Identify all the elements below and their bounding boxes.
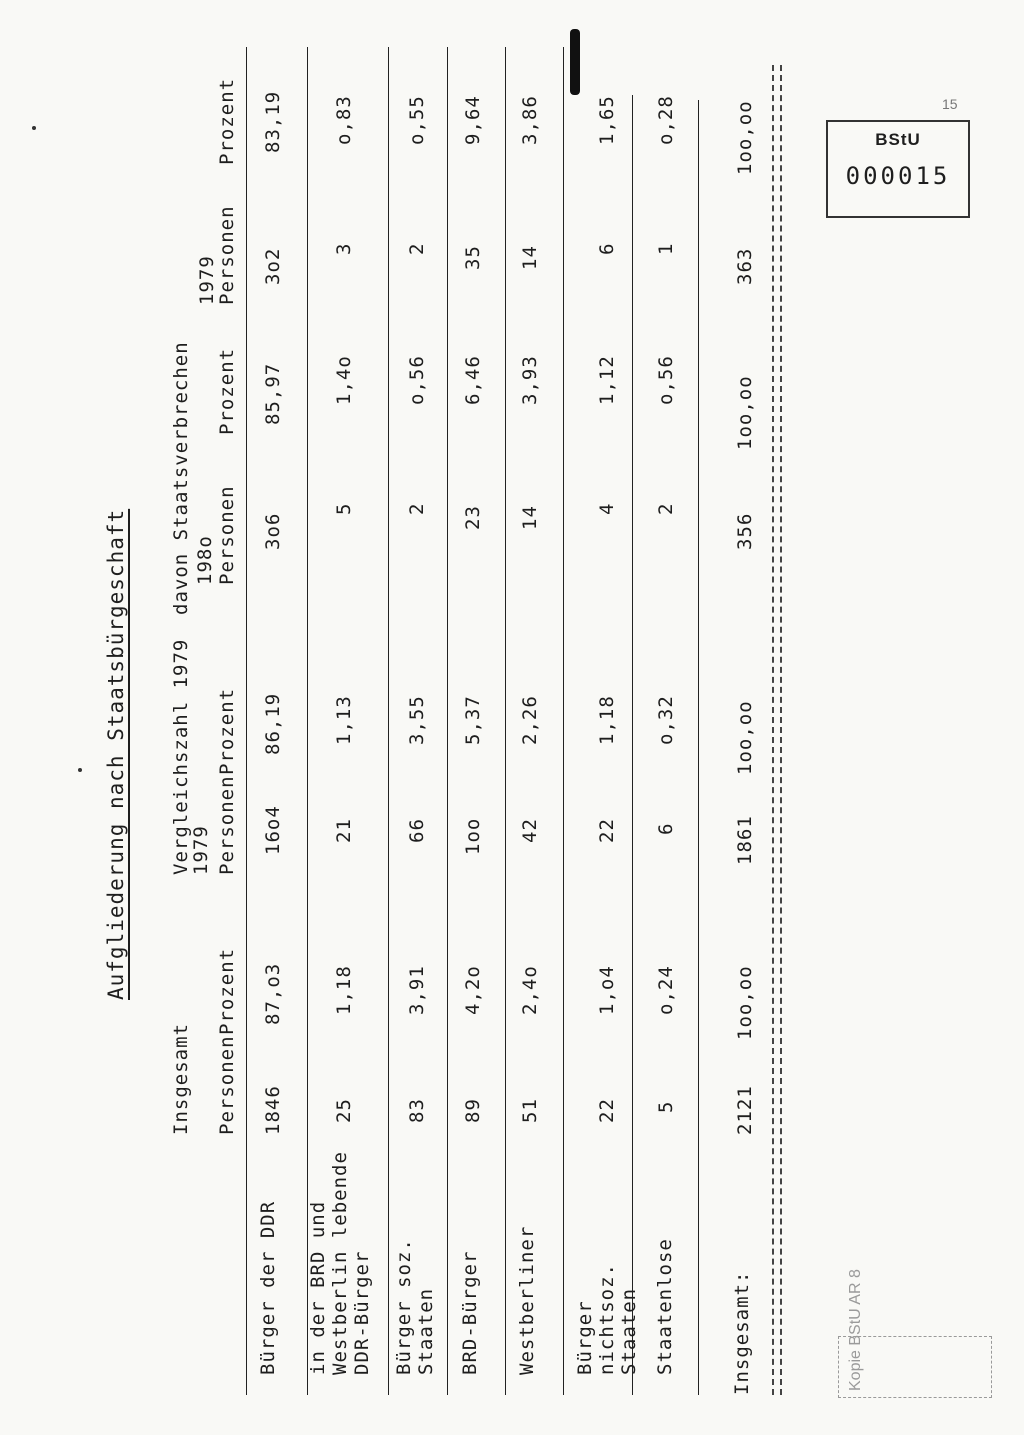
cell: 1,13 bbox=[333, 695, 355, 745]
cell: 89 bbox=[462, 1098, 484, 1123]
copy-stamp-text: Kopie BStU AR 8 bbox=[847, 1269, 864, 1391]
cell: 1846 bbox=[262, 1085, 284, 1135]
row-separator bbox=[447, 47, 448, 1395]
cell: 83 bbox=[406, 1098, 428, 1123]
row-separator bbox=[246, 47, 247, 1395]
total-cell: 1oo,oo bbox=[734, 100, 756, 175]
cell: 85,97 bbox=[262, 362, 284, 425]
cell: 6 bbox=[596, 242, 618, 255]
row-separator bbox=[698, 100, 699, 1395]
row-label-brd-ddr: in der BRD und Westberlin lebende DDR-Bürger bbox=[307, 1151, 373, 1375]
cell: 3o2 bbox=[262, 247, 284, 285]
cell: 21 bbox=[333, 818, 355, 843]
cell: 2 bbox=[655, 502, 677, 515]
header-vergleichszahl: Vergleichszahl 1979 bbox=[170, 638, 192, 875]
col-header-prozent: Prozent bbox=[216, 947, 238, 1035]
cell: 66 bbox=[406, 818, 428, 843]
header-year-1979-davon: 1979 bbox=[196, 255, 218, 305]
cell: 3,55 bbox=[406, 695, 428, 745]
cell: 4,2o bbox=[462, 965, 484, 1015]
row-separator bbox=[563, 47, 564, 1395]
cell: o,24 bbox=[655, 965, 677, 1015]
total-cell: 2121 bbox=[734, 1085, 756, 1135]
page-number: 15 bbox=[942, 96, 958, 112]
cell: 2,26 bbox=[519, 695, 541, 745]
cell: 2 bbox=[406, 502, 428, 515]
cell: o,83 bbox=[333, 95, 355, 145]
col-header-prozent: Prozent bbox=[216, 687, 238, 775]
cell: 51 bbox=[519, 1098, 541, 1123]
cell: 35 bbox=[462, 245, 484, 270]
cell: 1,o4 bbox=[596, 965, 618, 1015]
total-rule-bottom bbox=[780, 65, 782, 1395]
header-insgesamt: Insgesamt bbox=[170, 1023, 192, 1135]
cell: 1,65 bbox=[596, 95, 618, 145]
cell: 16o4 bbox=[262, 805, 284, 855]
document-title: Aufgliederung nach Staatsbürgeschaft bbox=[104, 508, 128, 1000]
row-label-ddr: Bürger der DDR bbox=[257, 1200, 279, 1375]
cell: o,28 bbox=[655, 95, 677, 145]
cell: 1oo bbox=[462, 817, 484, 855]
cell: 83,19 bbox=[262, 90, 284, 153]
cell: 1,12 bbox=[596, 355, 618, 405]
row-label-staatenlose: Staatenlose bbox=[654, 1238, 676, 1375]
total-cell: 1861 bbox=[734, 815, 756, 865]
row-label-brd: BRD-Bürger bbox=[459, 1250, 481, 1375]
stamp-number: 000015 bbox=[845, 162, 951, 190]
row-label-soz: Bürger soz. Staaten bbox=[393, 1238, 437, 1375]
col-header-personen: Personen bbox=[216, 485, 238, 585]
cell: 3 bbox=[333, 242, 355, 255]
row-label-total: Insgesamt: bbox=[731, 1270, 753, 1395]
total-cell: 1oo,oo bbox=[734, 375, 756, 450]
cell: 14 bbox=[519, 505, 541, 530]
row-label-nichtsoz: Bürger nichtsoz. Staaten bbox=[574, 1263, 640, 1375]
cell: 14 bbox=[519, 245, 541, 270]
cell: 25 bbox=[333, 1098, 355, 1123]
header-davon: davon Staatsverbrechen bbox=[170, 341, 192, 615]
cell: 87,o3 bbox=[262, 962, 284, 1025]
cell: 3,86 bbox=[519, 95, 541, 145]
col-header-personen: Personen bbox=[216, 1035, 238, 1135]
cell: 6 bbox=[655, 822, 677, 835]
col-header-personen: Personen bbox=[216, 775, 238, 875]
cell: o,32 bbox=[655, 695, 677, 745]
total-rule-top bbox=[772, 65, 774, 1395]
cell: 2,4o bbox=[519, 965, 541, 1015]
total-cell: 1oo,oo bbox=[734, 965, 756, 1040]
speck bbox=[32, 126, 36, 130]
col-header-personen: Personen bbox=[216, 205, 238, 305]
cell: 22 bbox=[596, 818, 618, 843]
stamp-label: BStU bbox=[875, 130, 921, 149]
cell: 1,18 bbox=[596, 695, 618, 745]
bstu-archive-stamp bbox=[826, 120, 970, 218]
ink-blot bbox=[570, 29, 580, 95]
cell: 5,37 bbox=[462, 695, 484, 745]
copy-stamp bbox=[838, 1269, 992, 1398]
cell: 4 bbox=[596, 502, 618, 515]
row-separator bbox=[388, 47, 389, 1395]
cell: 9,64 bbox=[462, 95, 484, 145]
cell: o,55 bbox=[406, 95, 428, 145]
header-year-1979-ver: 1979 bbox=[190, 825, 212, 875]
cell: 5 bbox=[655, 1100, 677, 1113]
total-cell: 356 bbox=[734, 512, 756, 550]
cell: 3o6 bbox=[262, 512, 284, 550]
total-cell: 1oo,oo bbox=[734, 700, 756, 775]
speck bbox=[78, 768, 82, 772]
cell: 22 bbox=[596, 1098, 618, 1123]
cell: o,56 bbox=[406, 355, 428, 405]
cell: 3,91 bbox=[406, 965, 428, 1015]
cell: o,56 bbox=[655, 355, 677, 405]
cell: 5 bbox=[333, 502, 355, 515]
cell: 23 bbox=[462, 505, 484, 530]
cell: 2 bbox=[406, 242, 428, 255]
cell: 1,4o bbox=[333, 355, 355, 405]
col-header-prozent: Prozent bbox=[216, 347, 238, 435]
cell: 86,19 bbox=[262, 692, 284, 755]
row-label-west: Westberliner bbox=[516, 1225, 538, 1375]
cell: 42 bbox=[519, 818, 541, 843]
cell: 1,18 bbox=[333, 965, 355, 1015]
total-cell: 363 bbox=[734, 247, 756, 285]
col-header-prozent: Prozent bbox=[216, 77, 238, 165]
cell: 6,46 bbox=[462, 355, 484, 405]
header-year-1980: 198o bbox=[194, 535, 216, 585]
row-separator bbox=[505, 47, 506, 1395]
cell: 1 bbox=[655, 242, 677, 255]
cell: 3,93 bbox=[519, 355, 541, 405]
